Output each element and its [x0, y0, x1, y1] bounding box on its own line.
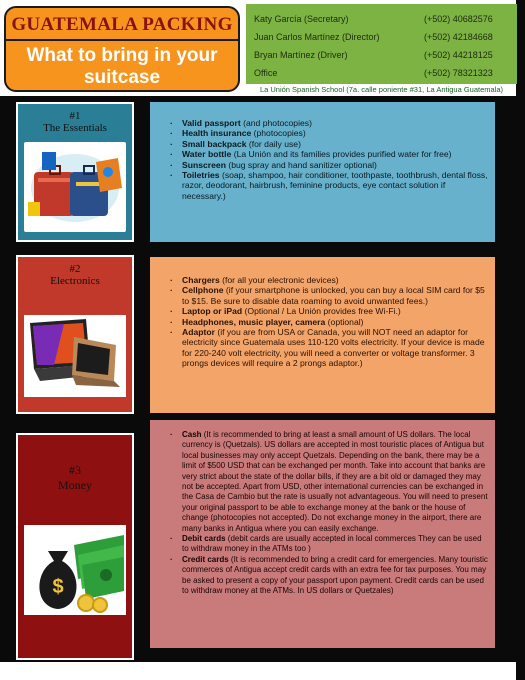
contact-name: Katy García (Secretary)	[254, 14, 349, 24]
suitcase-illustration	[24, 142, 126, 232]
list-item: · Toiletries (soap, shampoo, hair conditioner, toothpaste, toothbrush, dental floss, razor, deodorant, hairbrush, feminine products, eye contact solution if necessary.)	[170, 170, 488, 201]
list-item: · Debit cards (debit cards are usually accepted in local commerces They can be used to withdraw money in the ATMs too )	[170, 534, 490, 555]
list-item: · Cellphone (if your smartphone is unlocked, you can buy a local SIM card for $5 to $15. Be sure to disable data roaming to avoid unwanted fees.)	[170, 285, 488, 306]
section-essentials-content	[150, 102, 495, 242]
contacts-box	[246, 4, 517, 84]
section-money-header	[16, 433, 134, 660]
title-banner	[4, 6, 240, 92]
svg-text:$: $	[52, 576, 64, 598]
section-money-content	[150, 420, 495, 648]
list-item: · Valid passport (and photocopies)	[170, 118, 488, 128]
contact-row	[254, 32, 514, 46]
money-list	[170, 430, 490, 597]
contact-phone: (+502) 40682576	[424, 14, 493, 24]
contact-row	[254, 50, 514, 64]
list-item: · Headphones, music player, camera (optional)	[170, 317, 488, 327]
contact-name: Juan Carlos Martínez (Director)	[254, 32, 380, 42]
electronics-list	[170, 275, 488, 369]
section-number: #1	[69, 110, 81, 122]
contact-phone: (+502) 44218125	[424, 50, 493, 60]
list-item: · Sunscreen (bug spray and hand sanitizer optional)	[170, 160, 488, 170]
laptop-illustration	[24, 315, 126, 397]
section-label: Money	[58, 478, 92, 492]
section-essentials-header	[16, 102, 134, 242]
list-item: · Cash (It is recommended to bring at least a small amount of US dollars. The local currency is (Quetzals). US dollars are accepted in most touristic places of Antigua but local businesses may only accept Quetzals. Depending on the bank, there may be a limit of $500 USD that can be exchanged per month. Take into account that banks are very strict about the state of the dollar bills, if they are a bit old or damaged they may not be accepted. Apart from USD, other international currencies can be exchanged in the Casa de Cambio but the rate is usually not advantageous. You will need to present your original passport to be able to exchange money at the bank or the house of change (photocopies not accepted). Do not exchange money in the airport, there are many banks in Antigua where you can easily exchange.	[170, 430, 490, 534]
title-divider	[6, 39, 238, 41]
contact-phone: (+502) 78321323	[424, 68, 493, 78]
right-border-strip	[516, 0, 525, 680]
list-item: · Small backpack (for daily use)	[170, 139, 488, 149]
contact-name: Office	[254, 68, 278, 78]
list-item: · Water bottle (La Unión and its families provides purified water for free)	[170, 149, 488, 159]
section-number: #2	[69, 263, 81, 275]
contact-phone: (+502) 42184668	[424, 32, 493, 42]
section-label: Electronics	[50, 275, 100, 287]
essentials-list	[170, 118, 488, 201]
contact-row	[254, 68, 514, 82]
page-title: GUATEMALA PACKING	[11, 14, 233, 35]
section-electronics-content	[150, 257, 495, 413]
list-item: · Credit cards (It is recommended to bring a credit card for emergencies. Many touristic commerces of Antigua accept credit cards with an extra fee for tax purposes. You may be asked to present a copy of your passport upon payment. Credit cards can be used to withdraw money at the ATMs. In US dollars or Quetzales)	[170, 555, 490, 597]
section-label: The Essentials	[43, 122, 107, 134]
list-item: · Chargers (for all your electronic devices)	[170, 275, 488, 285]
school-address: La Unión Spanish School (7a. calle poniente #31, La Antigua Guatemala)	[259, 85, 504, 94]
contact-row	[254, 14, 514, 28]
list-item: · Laptop or iPad (Optional / La Unión provides free Wi-Fi.)	[170, 306, 488, 316]
list-item: · Health insurance (photocopies)	[170, 128, 488, 138]
list-item: · Adaptor (if you are from USA or Canada, you will NOT need an adaptor for electricity since Guatemala uses 110-120 volts electricity. If your device is made for 220-240 volt electricity, you will need a converter or voltage transformer. 3 prongs devices will require a 2 prongs adaptor.)	[170, 327, 488, 369]
contact-name: Bryan Martínez (Driver)	[254, 50, 348, 60]
page-subtitle: What to bring in your suitcase	[26, 45, 218, 88]
money-illustration	[24, 525, 126, 615]
section-electronics-header	[16, 255, 134, 414]
section-number: #3	[69, 463, 81, 477]
